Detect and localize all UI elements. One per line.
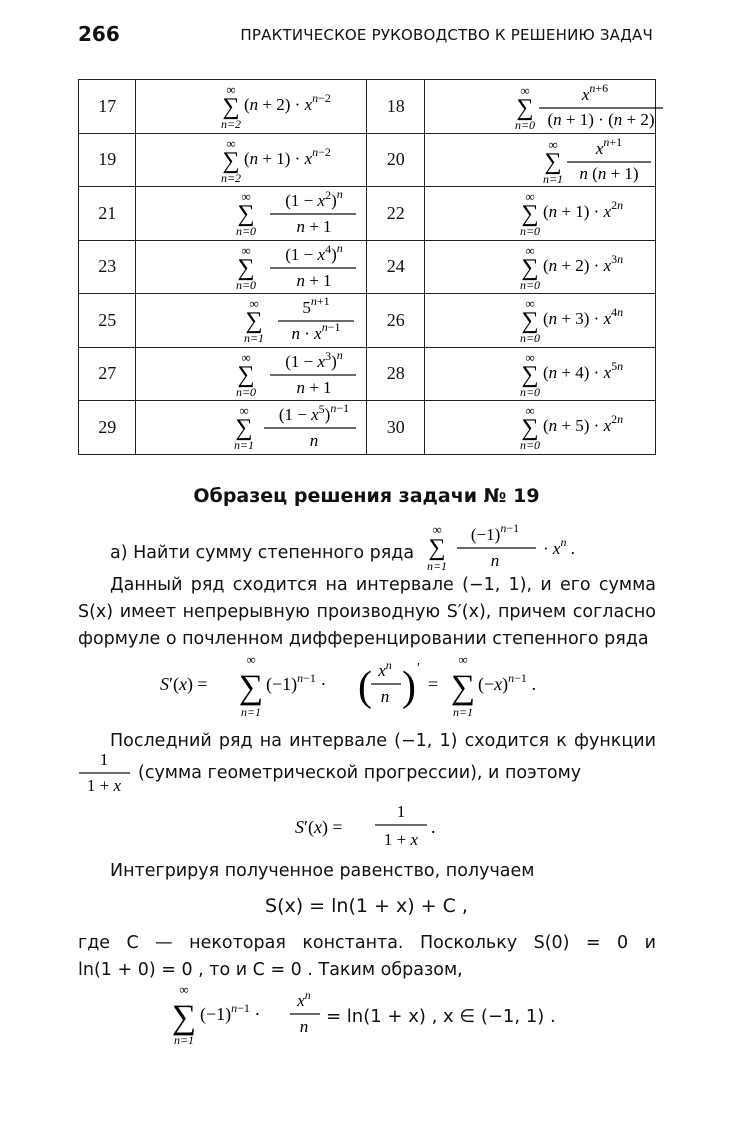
svg-text:n=1: n=1 [173, 1033, 195, 1047]
task-number: 19 [79, 133, 136, 187]
svg-text:∞: ∞ [432, 522, 442, 537]
svg-text:n + 1: n + 1 [296, 217, 333, 237]
svg-text:(1 − x4)n: $(1 - x^4)^n$ [285, 240, 344, 264]
svg-text:(n + 4) · x5n: $(n + 4) \cdot x^5n$ [542, 358, 624, 382]
task-number: 26 [367, 294, 424, 348]
svg-text:n=0: n=0 [519, 277, 541, 292]
task-number: 21 [79, 187, 136, 241]
svg-text:n=2: n=2 [221, 170, 242, 185]
svg-text:n=0: n=0 [236, 384, 257, 399]
paragraph-line: ln(1 + 0) = 0 , то и C = 0 . Таким образом, [78, 960, 463, 980]
svg-text:n: n [490, 551, 500, 570]
svg-text:∞: ∞ [525, 403, 535, 419]
svg-text:∑: ∑ [521, 254, 539, 281]
svg-text:∞: ∞ [241, 349, 252, 365]
solution-heading: Образец решения задачи № 19 [193, 485, 540, 507]
paragraph-line: Последний ряд на интервале (−1, 1) сходится к функции [110, 731, 656, 751]
svg-text:n=0: n=0 [514, 118, 536, 133]
svg-text:∑: ∑ [516, 95, 534, 122]
svg-text:∑: ∑ [237, 201, 256, 228]
svg-text:(1 − x3)n: $(1 - x^3)^n$ [285, 347, 344, 371]
svg-text:n + 1: n + 1 [296, 270, 333, 290]
svg-text:∞: ∞ [179, 982, 189, 997]
svg-text:∑: ∑ [521, 201, 539, 228]
task-number: 30 [367, 401, 424, 455]
svg-text:∞: ∞ [525, 242, 535, 258]
svg-text:n=0: n=0 [236, 277, 257, 292]
svg-text:∑: ∑ [237, 361, 256, 388]
task-number: 24 [367, 240, 424, 294]
page-number: 266 [78, 22, 120, 46]
svg-text:∑: ∑ [245, 308, 264, 335]
svg-text:′: ′ [417, 661, 421, 676]
svg-text:∑: ∑ [235, 415, 254, 442]
svg-text:1 + x: 1 + x [86, 776, 122, 795]
svg-text:n: n [310, 431, 319, 451]
svg-text:(n + 1) · xn−2: $(n + 1) \cdot x^n-2$ [244, 144, 332, 168]
svg-text:(−1)n−1 ·: $(-1)^n-1$ · [200, 1001, 261, 1024]
svg-text:n + 1: n + 1 [296, 377, 333, 397]
part-a-text: а) Найти сумму степенного ряда [110, 543, 415, 563]
paragraph-line: формуле о почленном дифференцировании степенного ряда [78, 629, 649, 649]
svg-text:∑: ∑ [238, 669, 264, 706]
inline-fraction [76, 748, 136, 796]
table-row [79, 80, 656, 134]
task-number: 25 [79, 294, 136, 348]
table-row [79, 401, 656, 455]
svg-text:S′(x) =: S′(x) = [295, 817, 343, 837]
table-row [79, 347, 656, 401]
svg-text:∞: ∞ [241, 242, 252, 258]
table-row [79, 294, 656, 348]
svg-text:∑: ∑ [171, 999, 197, 1036]
table-row [79, 187, 656, 241]
svg-text:n=0: n=0 [519, 224, 541, 239]
task-number: 29 [79, 401, 136, 455]
task-table [78, 79, 656, 455]
formula-24 [424, 240, 655, 294]
svg-text:∑: ∑ [521, 361, 539, 388]
svg-text:∞: ∞ [458, 652, 468, 667]
svg-text:∞: ∞ [525, 296, 535, 312]
svg-text:(n + 3) · x4n: $(n + 3) \cdot x^4n$ [542, 305, 624, 329]
svg-text:∞: ∞ [226, 135, 237, 151]
svg-text:(n + 5) · x2n: $(n + 5) \cdot x^2n$ [542, 412, 624, 436]
svg-text:∞: ∞ [520, 83, 530, 99]
derivative-result-equation [295, 798, 455, 858]
svg-text:n=0: n=0 [236, 224, 257, 239]
svg-text:n=1: n=1 [426, 559, 448, 573]
svg-text:5n+1: $5^n+1$ [302, 294, 331, 318]
formula-28 [424, 347, 655, 401]
running-title: ПРАКТИЧЕСКОЕ РУКОВОДСТВО К РЕШЕНИЮ ЗАДАЧ [240, 26, 653, 44]
svg-text:1: 1 [99, 750, 109, 769]
task-number: 18 [367, 80, 424, 134]
svg-text:xn: $x^n$ [297, 988, 311, 1010]
svg-text:xn: $x^n$ [378, 658, 392, 680]
svg-text:∑: ∑ [521, 415, 539, 442]
svg-text:1 + x: 1 + x [383, 830, 419, 849]
svg-text:∞: ∞ [226, 82, 237, 98]
part-a-series [412, 518, 612, 576]
svg-text:∑: ∑ [521, 308, 539, 335]
paragraph-line: где C — некоторая константа. Поскольку S(0) = 0 и [78, 933, 656, 953]
paragraph-line: (сумма геометрической прогрессии), и поэтому [138, 763, 582, 783]
formula-22 [424, 187, 655, 241]
svg-text:∞: ∞ [525, 349, 535, 365]
svg-text:(1 − x2)n: $(1 - x^2)^n$ [285, 187, 344, 211]
integral-equation: S(x) = ln(1 + x) + C , [265, 895, 468, 917]
svg-text:∞: ∞ [239, 403, 250, 419]
svg-text:n: n [299, 1017, 309, 1036]
svg-text:∞: ∞ [246, 652, 256, 667]
svg-text:(n + 2) · xn−2: $(n + 2) \cdot x^n-2$ [244, 91, 332, 115]
svg-text:∞: ∞ [241, 189, 252, 205]
svg-text:∞: ∞ [548, 136, 558, 152]
svg-text:(n + 1) · x2n: $(n + 1) \cdot x^2n$ [542, 198, 624, 222]
svg-text:∑: ∑ [237, 254, 256, 281]
formula-21 [136, 187, 367, 241]
formula-25 [136, 294, 367, 348]
task-number: 20 [367, 133, 424, 187]
svg-text:(−1)n−1: $(-1)^n-1$ [470, 521, 520, 544]
paragraph-line: Данный ряд сходится на интервале (−1, 1), и его сумма [110, 575, 656, 595]
formula-19 [136, 133, 367, 187]
paragraph-line: Интегрируя полученное равенство, получаем [110, 861, 535, 881]
svg-text:n · xn−1: $n \cdot x^n-1$ [291, 320, 341, 344]
table-row [79, 133, 656, 187]
svg-text:n=0: n=0 [519, 331, 541, 346]
formula-18 [424, 80, 655, 134]
svg-text:=: = [428, 674, 439, 694]
table-row [79, 240, 656, 294]
svg-text:xn+6: $x^n+6$ [581, 81, 609, 105]
task-number: 28 [367, 347, 424, 401]
paragraph-line: S(x) имеет непрерывную производную S′(x), причем согласно [78, 602, 656, 622]
svg-text:∞: ∞ [525, 189, 535, 205]
formula-23 [136, 240, 367, 294]
svg-text:n=1: n=1 [240, 705, 262, 719]
svg-text:∑: ∑ [222, 94, 241, 121]
svg-text:∑: ∑ [450, 669, 476, 706]
svg-text:∞: ∞ [249, 296, 260, 312]
svg-text:n=1: n=1 [542, 171, 564, 186]
svg-text:(n + 1) · (n + 2): (n + 1) · (n + 2) [547, 110, 655, 130]
svg-text:(−1)n−1 ·: $(-1)^n-1$ · [266, 671, 327, 694]
svg-text:.: . [431, 817, 436, 837]
svg-text:n=0: n=0 [519, 384, 541, 399]
formula-30 [424, 401, 655, 455]
svg-text:n=2: n=2 [221, 117, 242, 132]
svg-text:n=0: n=0 [519, 438, 541, 453]
task-number: 23 [79, 240, 136, 294]
svg-text:n=1: n=1 [234, 438, 255, 453]
svg-text:(1 − x5)n−1: $(1 - x^5)^n-1$ [279, 401, 350, 425]
final-result-rhs: = ln(1 + x) , x ∈ (−1, 1) . [326, 1006, 556, 1027]
svg-text:(: ( [358, 664, 372, 710]
svg-text:(n + 2) · x3n: $(n + 2) \cdot x^3n$ [542, 251, 624, 275]
svg-text:1: 1 [396, 802, 406, 821]
task-number: 22 [367, 187, 424, 241]
formula-17 [136, 80, 367, 134]
svg-text:(−x)n−1 .: $(-x)^n-1$ . [478, 671, 536, 694]
svg-text:xn+1: $x^n+1$ [595, 134, 623, 158]
task-number: 27 [79, 347, 136, 401]
svg-text:∑: ∑ [428, 535, 446, 561]
formula-20 [424, 133, 655, 187]
svg-text:n: n [380, 687, 390, 706]
formula-29 [136, 401, 367, 455]
svg-text:S′(x) =: S′(x) = [160, 674, 208, 694]
derivative-equation [160, 652, 600, 722]
svg-text:): ) [402, 664, 416, 710]
svg-text:∑: ∑ [544, 148, 562, 175]
svg-text:∑: ∑ [222, 147, 241, 174]
svg-text:n=1: n=1 [452, 705, 474, 719]
svg-text:· xn .: · $x^n$ . [543, 535, 575, 558]
formula-27 [136, 347, 367, 401]
svg-text:n=1: n=1 [244, 331, 265, 346]
formula-26 [424, 294, 655, 348]
task-number: 17 [79, 80, 136, 134]
svg-text:n (n + 1): n (n + 1) [579, 163, 639, 183]
